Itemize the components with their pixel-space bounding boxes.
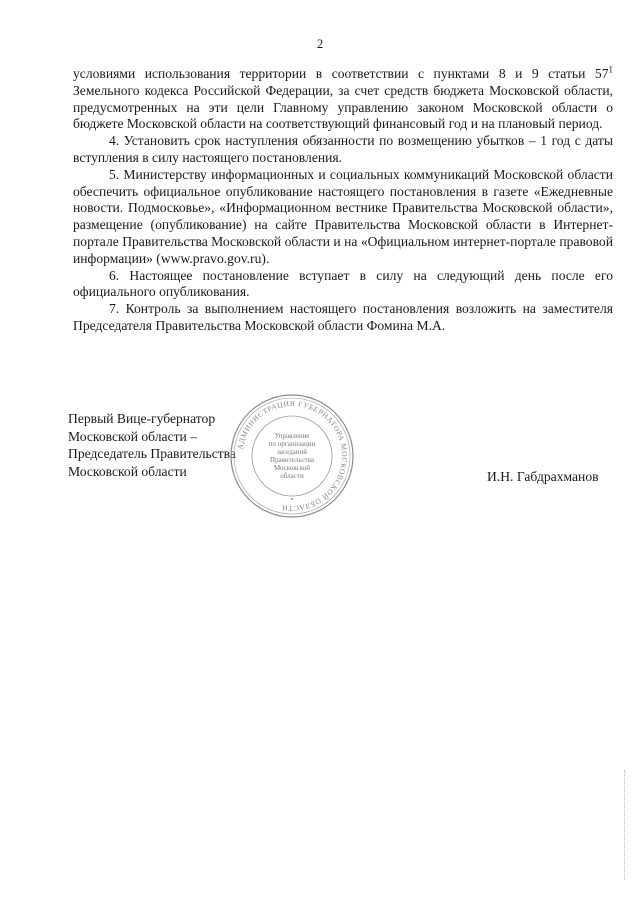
seal-center-text: [258, 422, 326, 490]
seal-ring-text: АДМИНИСТРАЦИЯ ГУБЕРНАТОРА МОСКОВСКОЙ ОБЛАСТИ: [235, 398, 350, 514]
seal-center-line: Московской: [273, 464, 311, 472]
seal-center-line: области: [280, 472, 304, 480]
paragraph-6: 6. Настоящее постановление вступает в силу на следующий день после его официального опубликования.: [73, 267, 613, 300]
paragraph-continuation-text-a: условиями использования территории в соответствии с пунктами 8 и 9 статьи 57: [73, 66, 609, 81]
signatory-title-line: Московской области –: [68, 428, 198, 444]
article-superscript: 1: [608, 64, 613, 75]
signatory-title-line: Председатель Правительства: [68, 446, 236, 461]
paragraph-continuation: [73, 66, 613, 133]
seal-center-line: Управление: [274, 432, 310, 440]
signatory-title-line: Московской области: [68, 463, 187, 479]
document-body: [73, 66, 613, 335]
signatory-title: [68, 410, 236, 480]
svg-text:•: •: [290, 495, 294, 504]
signatory-title-line: Первый Вице-губернатор: [68, 411, 216, 426]
page-number: 2: [316, 36, 324, 51]
scan-edge-mark: [624, 770, 626, 880]
seal-center-line: по организации: [268, 440, 316, 448]
seal-center-line: заседаний: [277, 448, 307, 456]
signatory-name: И.Н. Габдрахманов: [487, 469, 599, 484]
paragraph-4: 4. Установить срок наступления обязанности по возмещению убытков – 1 год с даты вступления в силу настоящего постановления.: [73, 133, 613, 165]
seal-center-line: Правительства: [269, 456, 315, 464]
paragraph-continuation-text-b: Земельного кодекса Российской Федерации, за счет средств бюджета Московской области, предусмотренных на эти цели Главному управлению законом Московской области о бюджете Московской области на соответствующий финансовый год и на плановый период.: [73, 82, 613, 132]
paragraph-7: 7. Контроль за выполнением настоящего постановления возложить на заместителя Председателя Правительства Московской области Фомина М.А.: [73, 301, 613, 333]
paragraph-5: 5. Министерству информационных и социальных коммуникаций Московской области обеспечить официальное опубликование настоящего постановления в газете «Ежедневные новости. Подмосковье», «Информационном вестнике Правительства Московской области», размещение (опубликование) на сайте Правительства Московской области в Интернет-портале Правительства Московской области и на «Официальном интернет-портале правовой информации» (www.pravo.gov.ru).: [73, 166, 613, 266]
official-seal: [228, 392, 356, 520]
